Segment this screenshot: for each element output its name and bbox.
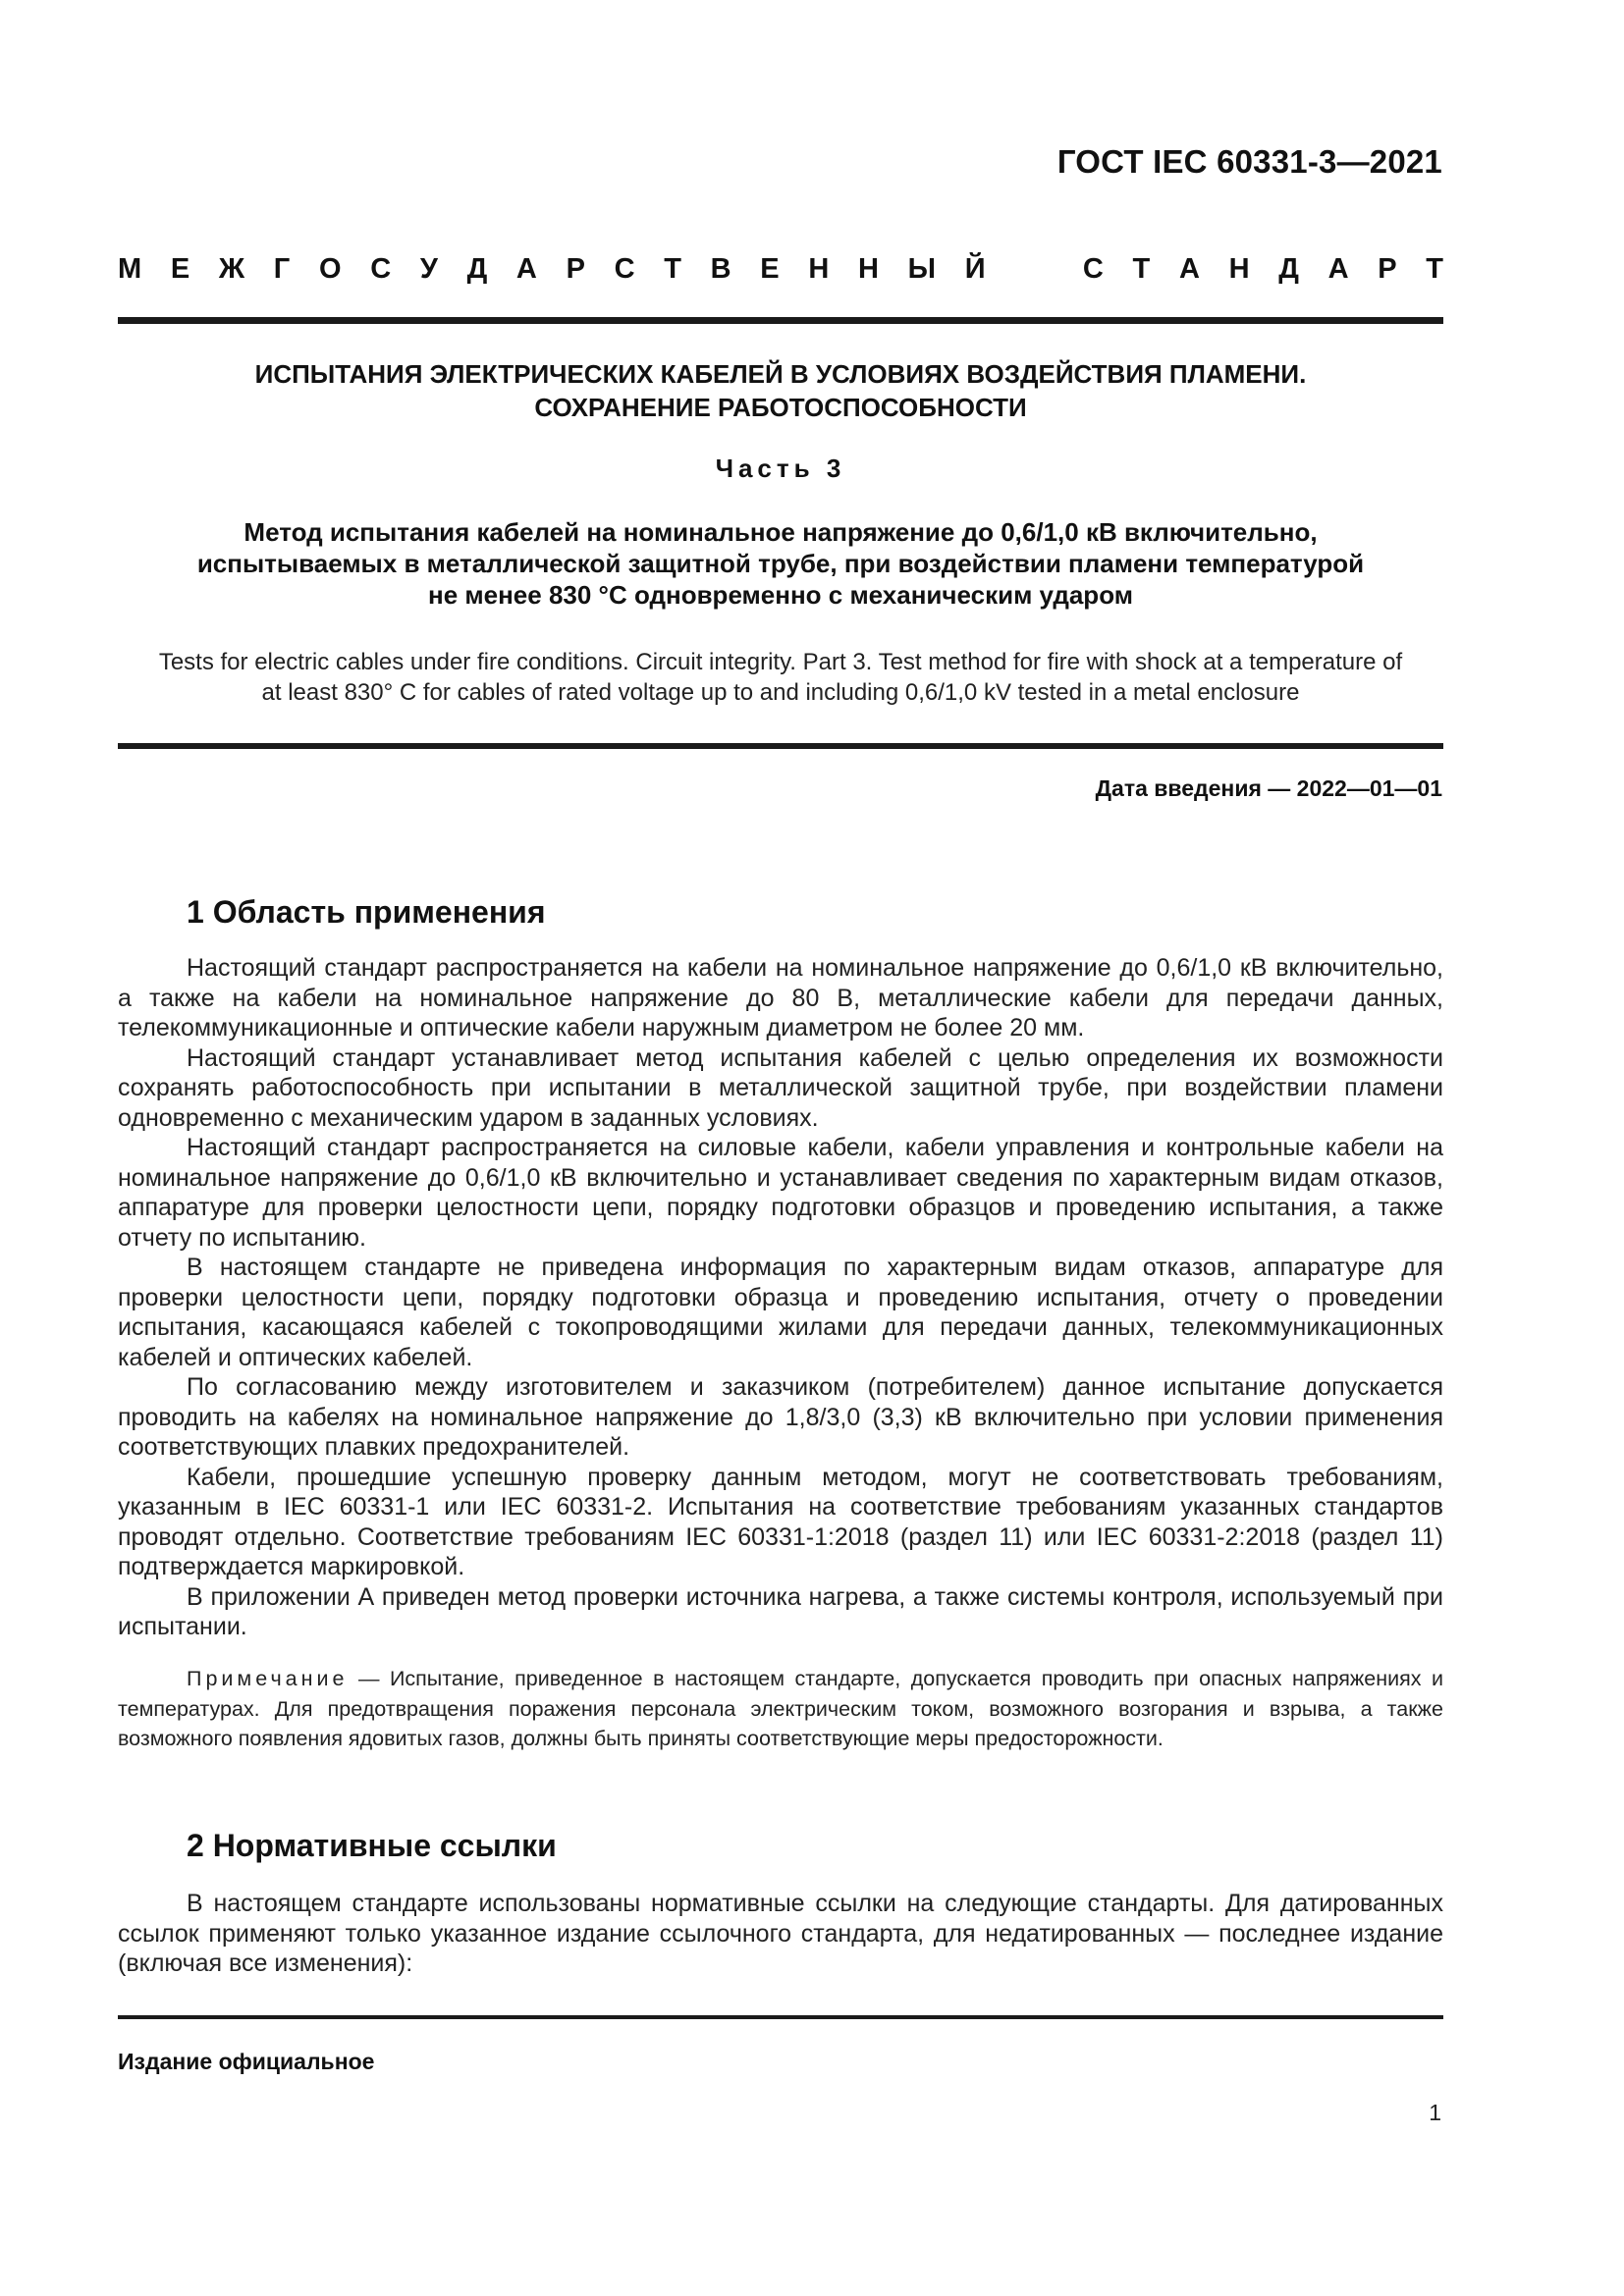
main-title: [118, 357, 1443, 424]
section-2-body: [118, 1889, 1443, 1979]
paragraph: Кабели, прошедшие успешную проверку данным методом, могут не соответствовать требованиям, указанным в IEC 60331-1 или IEC 60331-2. Испытания на соответствие требованиям указанных стандартов проводят отдельно. Соответствие требованиям IEC 60331-1:2018 (раздел 11) или IEC 60331-2:2018 (раздел 11) подтверждается маркировкой.: [118, 1463, 1443, 1580]
banner-letter: Д: [466, 253, 488, 285]
banner-letter: Е: [760, 253, 780, 285]
banner-letter: Г: [273, 253, 291, 285]
banner-letter: М: [118, 253, 142, 285]
effective-date: Дата введения — 2022—01—01: [1095, 775, 1442, 801]
header-rule: [118, 317, 1443, 324]
banner-letter: С: [1082, 253, 1104, 285]
main-title-line: СОХРАНЕНИЕ РАБОТОСПОСОБНОСТИ: [534, 393, 1027, 422]
section-1-heading: 1 Область применения: [187, 894, 546, 930]
banner-letter: Д: [1278, 253, 1299, 285]
banner-letter: А: [1327, 253, 1349, 285]
english-title-line: Tests for electric cables under fire conditions. Circuit integrity. Part 3. Test method for fire with shock at a temperature of: [158, 649, 1403, 675]
footer-rule: [118, 2015, 1443, 2019]
note-text: — Испытание, приведенное в настоящем стандарте, допускается проводить при опасных напряжениях и температурах. Для предотвращения поражения персонала электрическим током, возможного возгорания и взрыва, а также возможного появления ядовитых газов, должны быть приняты соответствующие меры предосторожности.: [118, 1667, 1443, 1750]
note-label: Примечание: [187, 1667, 349, 1690]
banner-letter: Р: [1378, 253, 1397, 285]
interstate-standard-banner: [118, 253, 1443, 286]
page-number: 1: [1429, 2100, 1441, 2125]
section-2-heading: 2 Нормативные ссылки: [187, 1828, 557, 1863]
banner-letter: Т: [1426, 253, 1443, 285]
banner-letter: У: [419, 253, 438, 285]
banner-letter: Н: [1228, 253, 1250, 285]
banner-letter: В: [710, 253, 731, 285]
subtitle-line: не менее 830 °С одновременно с механическим ударом: [428, 580, 1133, 610]
paragraph: В настоящем стандарте не приведена информация по характерным видам отказов, аппаратуре для проверки целостности цепи, порядку подготовки образца и проведению испытания, отчету о проведении испытания, касающаяся кабелей с токопроводящими жилами для передачи данных, телекоммуникационных кабелей и оптических кабелей.: [118, 1254, 1443, 1371]
title-rule: [118, 743, 1443, 749]
paragraph: По согласованию между изготовителем и заказчиком (потребителем) данное испытание допускается проводить на кабелях на номинальное напряжение до 1,8/3,0 (3,3) кВ включительно при условии применения соответствующих плавких предохранителей.: [118, 1373, 1443, 1461]
paragraph: Настоящий стандарт распространяется на кабели на номинальное напряжение до 0,6/1,0 кВ включительно, а также на кабели на номинальное напряжение до 80 В, металлические кабели для передачи данных, телекоммуникационные и оптические кабели наружным диаметром не более 20 мм.: [118, 954, 1443, 1041]
subtitle: [118, 516, 1443, 611]
note-paragraph: [118, 1664, 1443, 1754]
banner-letter: С: [370, 253, 392, 285]
banner-letter: А: [1178, 253, 1200, 285]
banner-letter: А: [515, 253, 537, 285]
banner-letter: Ы: [907, 253, 936, 285]
banner-letter: Й: [964, 253, 986, 285]
section-1-body: [118, 953, 1443, 1642]
banner-letter: С: [614, 253, 635, 285]
standard-code: ГОСТ IEC 60331-3—2021: [1056, 143, 1442, 180]
banner-letter: Т: [664, 253, 681, 285]
subtitle-line: испытываемых в металлической защитной трубе, при воздействии пламени температурой: [196, 549, 1365, 578]
paragraph: В настоящем стандарте использованы нормативные ссылки на следующие стандарты. Для датированных ссылок применяют только указанное издание ссылочного стандарта, для недатированных — последнее издание (включая все изменения):: [118, 1890, 1443, 1977]
paragraph: Настоящий стандарт распространяется на силовые кабели, кабели управления и контрольные кабели на номинальное напряжение до 0,6/1,0 кВ включительно и устанавливает сведения по характерным видам отказов, аппаратуре для проверки целостности цепи, порядку подготовки образцов и проведению испытания, а также отчету по испытанию.: [118, 1134, 1443, 1252]
english-title: [118, 647, 1443, 708]
english-title-line: at least 830° C for cables of rated voltage up to and including 0,6/1,0 kV tested in a metal enclosure: [261, 679, 1300, 706]
paragraph: В приложении А приведен метод проверки источника нагрева, а также системы контроля, используемый при испытании.: [118, 1582, 1443, 1640]
banner-letter: Н: [808, 253, 830, 285]
subtitle-line: Метод испытания кабелей на номинальное напряжение до 0,6/1,0 кВ включительно,: [244, 517, 1318, 547]
banner-letter: Р: [566, 253, 585, 285]
banner-letter: Н: [857, 253, 879, 285]
banner-letter: О: [318, 253, 342, 285]
part-label: Часть 3: [715, 454, 846, 483]
banner-letter: Т: [1132, 253, 1151, 285]
main-title-line: ИСПЫТАНИЯ ЭЛЕКТРИЧЕСКИХ КАБЕЛЕЙ В УСЛОВИЯХ ВОЗДЕЙСТВИЯ ПЛАМЕНИ.: [254, 359, 1307, 389]
paragraph: Настоящий стандарт устанавливает метод испытания кабелей с целью определения их возможности сохранять работоспособность при испытании в металлической защитной трубе, при воздействии пламени одновременно с механическим ударом в заданных условиях.: [118, 1043, 1443, 1132]
note: [118, 1664, 1443, 1754]
banner-letter: Ж: [218, 253, 245, 285]
official-edition-label: Издание официальное: [118, 2049, 375, 2074]
banner-letter: Е: [170, 253, 190, 285]
